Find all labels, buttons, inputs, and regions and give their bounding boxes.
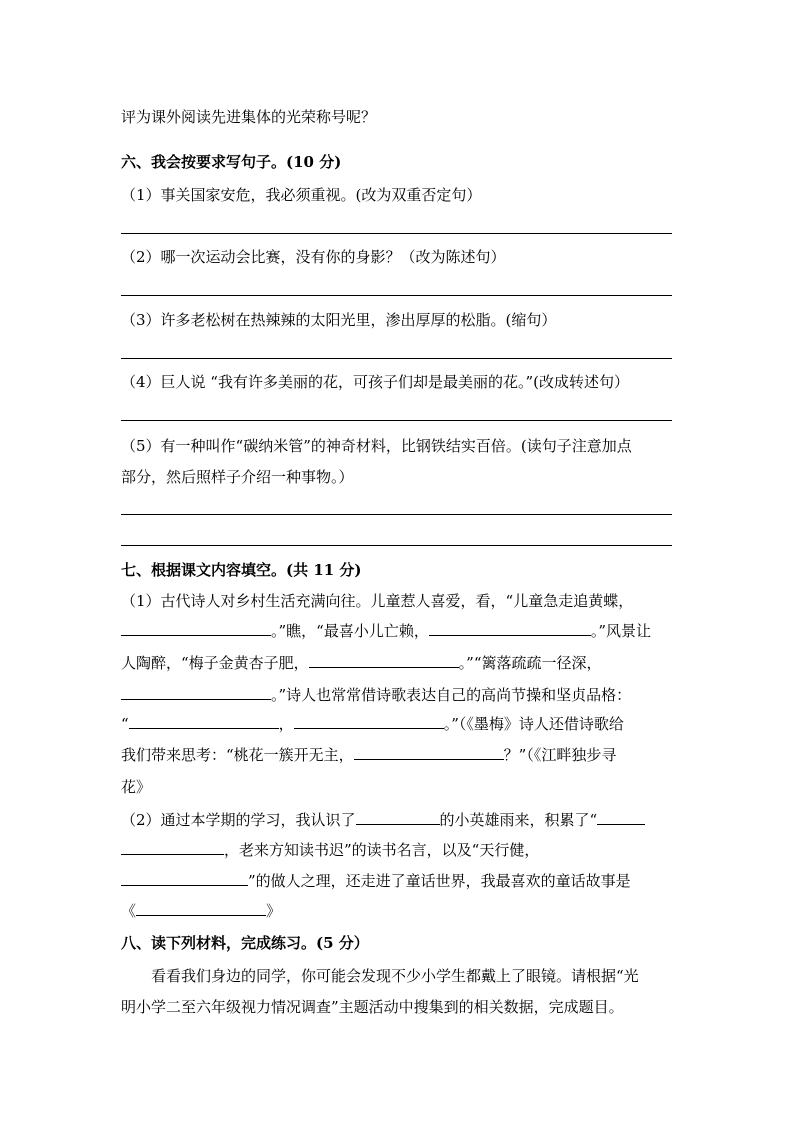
section-6-title: 六、我会按要求写句子。(10 分) [121, 153, 342, 171]
answer-line-6-2[interactable] [121, 295, 672, 296]
answer-line-6-5b[interactable] [121, 545, 672, 546]
material-paragraph-line-1: 看看我们身边的同学，你可能会发现不少小学生都戴上了眼镜。请根据“光 [151, 967, 639, 985]
blank[interactable] [136, 901, 266, 916]
blank[interactable] [121, 840, 224, 855]
fill-text: ， [278, 715, 294, 733]
fill-line-6 [121, 745, 681, 765]
section-7-title: 七、根据课文内容填空。(共 11 分) [121, 561, 362, 579]
answer-line-6-4[interactable] [121, 420, 672, 421]
blank[interactable] [309, 653, 459, 668]
blank[interactable] [354, 745, 504, 760]
section-8-title: 八、读下列材料，完成练习。(5 分） [121, 934, 369, 952]
question-6-3: （3）许多老松树在热辣辣的太阳光里，渗出厚厚的松脂。(缩句） [121, 311, 557, 329]
question-6-1: （1）事关国家安危，我必须重视。(改为双重否定句） [121, 186, 482, 204]
blank[interactable] [429, 621, 591, 636]
answer-line-6-3[interactable] [121, 358, 672, 359]
fill-text: 》 [266, 902, 282, 920]
blank[interactable] [129, 714, 279, 729]
fill-line-7: 花》 [121, 778, 152, 796]
fill-text: ？”（《江畔独步寻 [503, 746, 617, 764]
fill-text: 的小英雄雨来，积累了“ [439, 811, 598, 829]
blank[interactable] [121, 871, 248, 886]
fill-text: ”的做人之理，还走进了童话世界，我最喜欢的童话故事是 [248, 872, 631, 890]
answer-line-6-5a[interactable] [121, 514, 672, 515]
question-6-2: （2）哪一次运动会比赛，没有你的身影？（改为陈述句） [121, 248, 506, 266]
fill-text: 。”瞧，“最喜小儿亡赖， [271, 622, 429, 640]
fill-text: 人陶醉，“梅子金黄杏子肥， [121, 654, 309, 672]
question-6-5-line-2: 部分，然后照样子介绍一种事物。） [121, 468, 354, 486]
question-6-5-line-1: （5）有一种叫作“碳纳米管”的神奇材料，比钢铁结实百倍。(读句子注意加点 [121, 437, 632, 455]
question-6-4: （4）巨人说 “我有许多美丽的花，可孩子们却是最美丽的花。”(改成转述句） [121, 373, 630, 391]
blank[interactable] [121, 621, 271, 636]
fill-text: 。”（《墨梅》诗人还借诗歌给 [443, 715, 624, 733]
blank[interactable] [597, 810, 645, 825]
fill-line-8 [121, 810, 681, 830]
answer-line-6-1[interactable] [121, 233, 672, 234]
fill-text: “ [121, 715, 129, 733]
fill-text: 《 [121, 902, 137, 920]
fill-line-2 [121, 621, 681, 641]
blank[interactable] [121, 685, 271, 700]
fill-text: 我们带来思考：“桃花一簇开无主， [121, 746, 354, 764]
fill-line-9 [121, 840, 681, 860]
fill-text: ，老来方知读书迟”的读书名言，以及“天行健， [224, 841, 540, 859]
fill-line-4 [121, 685, 681, 705]
fill-line-10 [121, 871, 681, 891]
fill-text: （2）通过本学期的学习，我认识了 [121, 811, 356, 829]
fill-line-1: （1）古代诗人对乡村生活充满向往。儿童惹人喜爱，看，“儿童急走追黄蝶， [121, 592, 634, 610]
continuation-line: 评为课外阅读先进集体的光荣称号呢？ [121, 108, 377, 126]
material-paragraph-line-2: 明小学二至六年级视力情况调查”主题活动中搜集到的相关数据，完成题目。 [121, 998, 624, 1016]
blank[interactable] [356, 810, 440, 825]
fill-text: 。”风景让 [590, 622, 652, 640]
fill-text: 。”诗人也常常借诗歌表达自己的高尚节操和坚贞品格： [271, 686, 632, 704]
blank[interactable] [294, 714, 444, 729]
fill-line-5 [121, 714, 681, 734]
fill-line-11 [121, 901, 681, 921]
fill-text: 。”“篱落疏疏一径深， [458, 654, 602, 672]
fill-line-3 [121, 653, 681, 673]
